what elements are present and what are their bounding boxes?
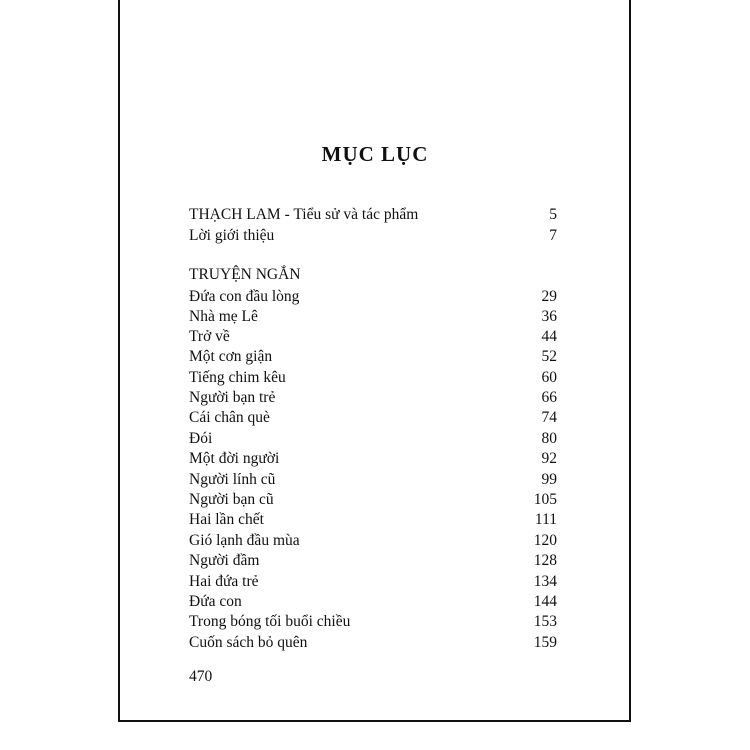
toc-entry-page: 120 bbox=[533, 532, 557, 549]
toc-entry-label: Tiếng chim kêu bbox=[189, 369, 286, 386]
toc-entry-page: 66 bbox=[541, 389, 557, 406]
toc-entry-label: THẠCH LAM - Tiểu sử và tác phẩm bbox=[189, 206, 419, 223]
toc-entry bbox=[189, 633, 557, 653]
toc-entry bbox=[189, 531, 557, 551]
toc-entry bbox=[189, 510, 557, 530]
toc-entry-label: Người bạn cũ bbox=[189, 491, 274, 508]
toc-entry bbox=[189, 592, 557, 612]
toc-entry-page: 111 bbox=[534, 511, 557, 528]
toc-entry-label: Nhà mẹ Lê bbox=[189, 308, 258, 325]
toc-entry bbox=[189, 572, 557, 592]
toc-entry-page: 80 bbox=[541, 430, 557, 447]
toc-entry bbox=[189, 470, 557, 490]
toc-entry-label: Cuốn sách bỏ quên bbox=[189, 634, 308, 651]
toc-entry-page: 144 bbox=[533, 593, 557, 610]
toc-entry-label: Đứa con đầu lòng bbox=[189, 288, 300, 305]
toc-entry bbox=[189, 347, 557, 367]
toc-entry-label: Người lính cũ bbox=[189, 471, 276, 488]
toc-entry-page: 128 bbox=[533, 552, 557, 569]
toc-entry-label: Trở về bbox=[189, 328, 230, 345]
toc-entry-page: 36 bbox=[541, 308, 557, 325]
toc-entry-page: 5 bbox=[549, 206, 557, 223]
toc-entry bbox=[189, 388, 557, 408]
toc-entry bbox=[189, 449, 557, 469]
page-number: 470 bbox=[189, 668, 213, 685]
toc-entry-page: 29 bbox=[541, 288, 557, 305]
toc-entry bbox=[189, 612, 557, 632]
toc-entry bbox=[189, 307, 557, 327]
toc-entry-label: Người bạn trẻ bbox=[189, 389, 276, 406]
toc-entry bbox=[189, 490, 557, 510]
toc-entry-page: 74 bbox=[541, 409, 557, 426]
toc-entry bbox=[189, 408, 557, 428]
toc-entry-page: 92 bbox=[541, 450, 557, 467]
toc-entry-label: Đứa con bbox=[189, 593, 242, 610]
toc-entry-label: Lời giới thiệu bbox=[189, 227, 275, 244]
toc-entry-label: Cái chân què bbox=[189, 409, 270, 426]
toc-entry-page: 52 bbox=[541, 348, 557, 365]
toc-entry-page: 7 bbox=[549, 227, 557, 244]
toc-entry-label: Một cơn giận bbox=[189, 348, 273, 365]
toc-entry-label: Đói bbox=[189, 430, 213, 447]
toc-entry-page: 153 bbox=[533, 613, 557, 630]
toc-entry-page: 134 bbox=[533, 573, 557, 590]
toc-entry-page: 60 bbox=[541, 369, 557, 386]
toc-entry-label: Trong bóng tối buổi chiều bbox=[189, 613, 351, 630]
toc-entry bbox=[189, 327, 557, 347]
toc-entry bbox=[189, 287, 557, 307]
toc-entry-page: 159 bbox=[533, 634, 557, 651]
toc-entry bbox=[189, 551, 557, 571]
toc-entry-label: Hai lần chết bbox=[189, 511, 264, 528]
section-heading: TRUYỆN NGẮN bbox=[189, 266, 301, 283]
toc-entry bbox=[189, 368, 557, 388]
toc-entry-page: 44 bbox=[541, 328, 557, 345]
toc-entry-page: 105 bbox=[533, 491, 557, 508]
toc-entry bbox=[189, 429, 557, 449]
toc-entry-label: Người đầm bbox=[189, 552, 260, 569]
page-title: MỤC LỤC bbox=[321, 142, 429, 166]
toc-entry-label: Gió lạnh đầu mùa bbox=[189, 532, 300, 549]
toc-entry bbox=[189, 205, 557, 225]
toc-entry-page: 99 bbox=[541, 471, 557, 488]
toc-entry bbox=[189, 226, 557, 246]
toc-entry-label: Hai đứa trẻ bbox=[189, 573, 259, 590]
toc-entry-label: Một đời người bbox=[189, 450, 280, 467]
